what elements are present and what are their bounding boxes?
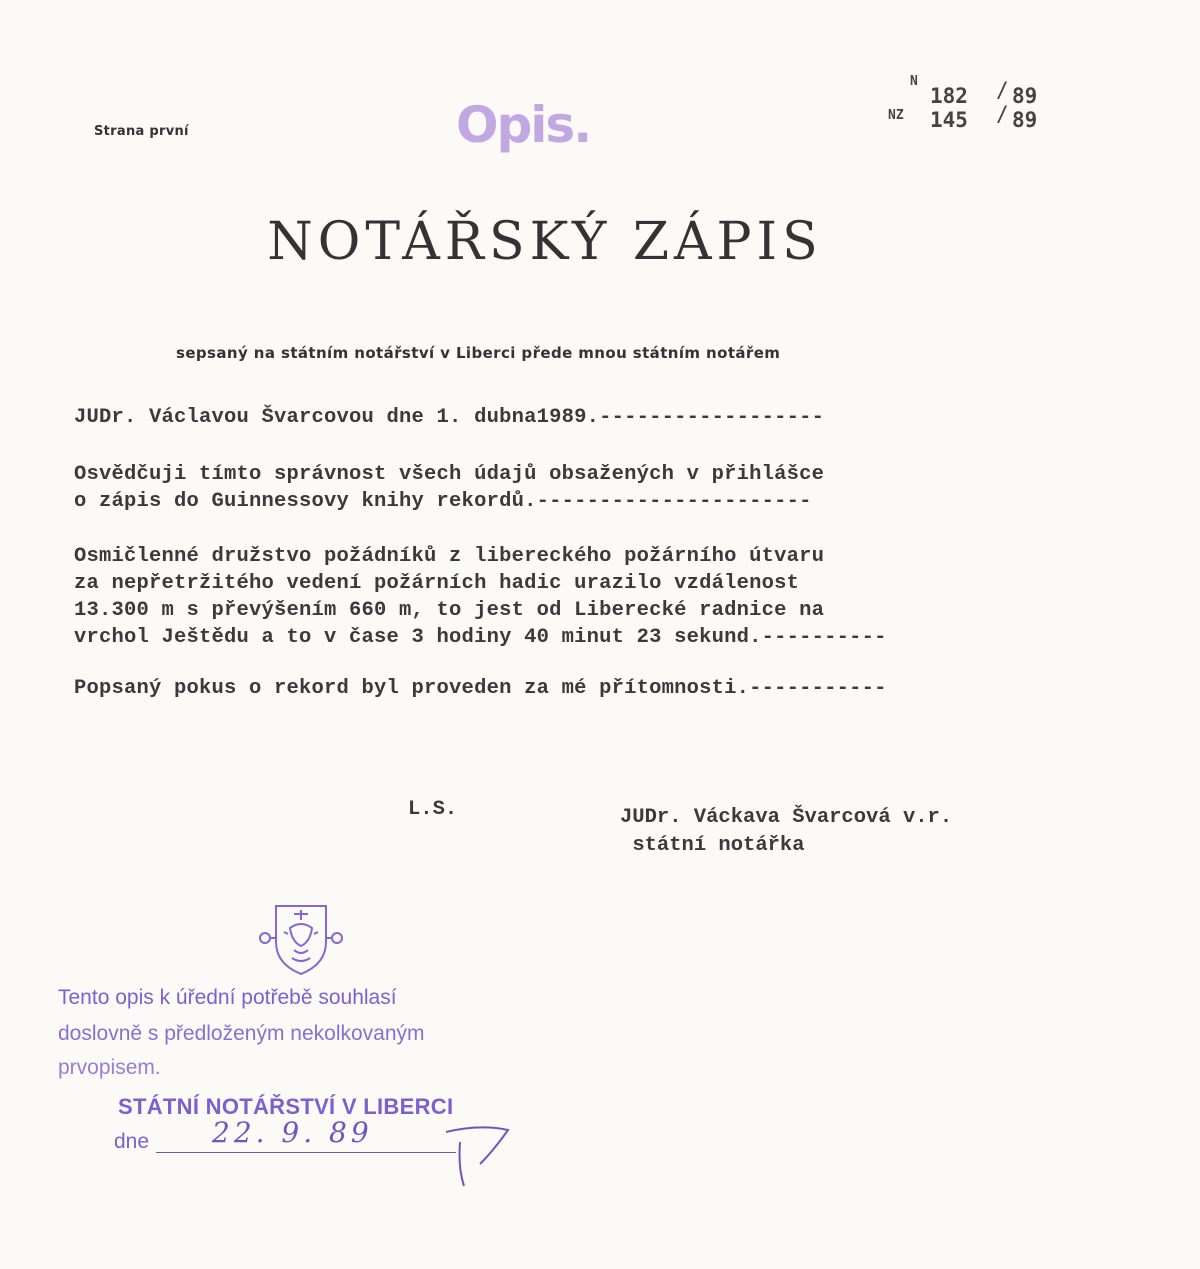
line-filler: ----------- (749, 677, 887, 700)
register-number-nz: 145 (930, 108, 968, 132)
line-filler: ------------------ (599, 406, 825, 429)
paragraph-line: Osmičlenné družstvo požádníků z libereckého požárního útvaru (74, 545, 825, 568)
paragraph-line: JUDr. Václavou Švarcovou dne 1. dubna1989. (74, 406, 600, 429)
page-label: Strana první (94, 124, 189, 139)
register-number-n: 182 (930, 84, 968, 108)
certification-office: STÁTNÍ NOTÁŘSTVÍ V LIBERCI (118, 1094, 454, 1119)
date-underline (156, 1152, 456, 1153)
paragraph-certification (74, 461, 824, 515)
register-year-nz: 89 (1012, 108, 1038, 132)
certification-line: doslovně s předloženým nekolkovaným (58, 1022, 425, 1045)
state-emblem-icon (254, 898, 348, 978)
paragraph-record-description (74, 543, 887, 651)
line-filler: ---------------------- (536, 490, 812, 513)
signature-role: státní notářka (632, 834, 805, 857)
certification-date-value: 22. 9. 89 (212, 1116, 373, 1149)
seal-abbreviation: L.S. (408, 798, 458, 821)
register-letter-n: N (910, 74, 918, 89)
paragraph-line: Osvědčuji tímto správnost všech údajů obsažených v přihlášce (74, 463, 825, 486)
register-letter-nz: NZ (888, 108, 904, 123)
paragraph-notary-date (74, 404, 824, 431)
paragraph-presence (74, 675, 887, 702)
paragraph-line: Popsaný pokus o rekord byl proveden za mé přítomnosti. (74, 677, 750, 700)
paragraph-line: 13.300 m s převýšením 660 m, to jest od Liberecké radnice na (74, 599, 825, 622)
certification-line: Tento opis k úřední potřebě souhlasí (58, 986, 397, 1009)
certification-line: prvopisem. (58, 1056, 161, 1079)
paragraph-line: vrchol Ještědu a to v čase 3 hodiny 40 minut 23 sekund. (74, 626, 762, 649)
paragraph-line: o zápis do Guinnessovy knihy rekordů. (74, 490, 537, 513)
handwritten-initial (440, 1120, 520, 1200)
certification-date-label: dne (114, 1130, 150, 1153)
line-filler: ---------- (761, 626, 887, 649)
register-year-n: 89 (1012, 84, 1038, 108)
paragraph-line: za nepřetržitého vedení požárních hadic urazilo vzdálenost (74, 572, 800, 595)
copy-stamp: Opis. (456, 96, 591, 154)
document-subtitle: sepsaný na státním notářství v Liberci přede mnou státním notářem (176, 344, 781, 362)
document-title: NOTÁŘSKÝ ZÁPIS (267, 212, 823, 272)
signature-name: JUDr. Váckava Švarcová v.r. (620, 806, 953, 829)
signature-block (620, 804, 952, 860)
